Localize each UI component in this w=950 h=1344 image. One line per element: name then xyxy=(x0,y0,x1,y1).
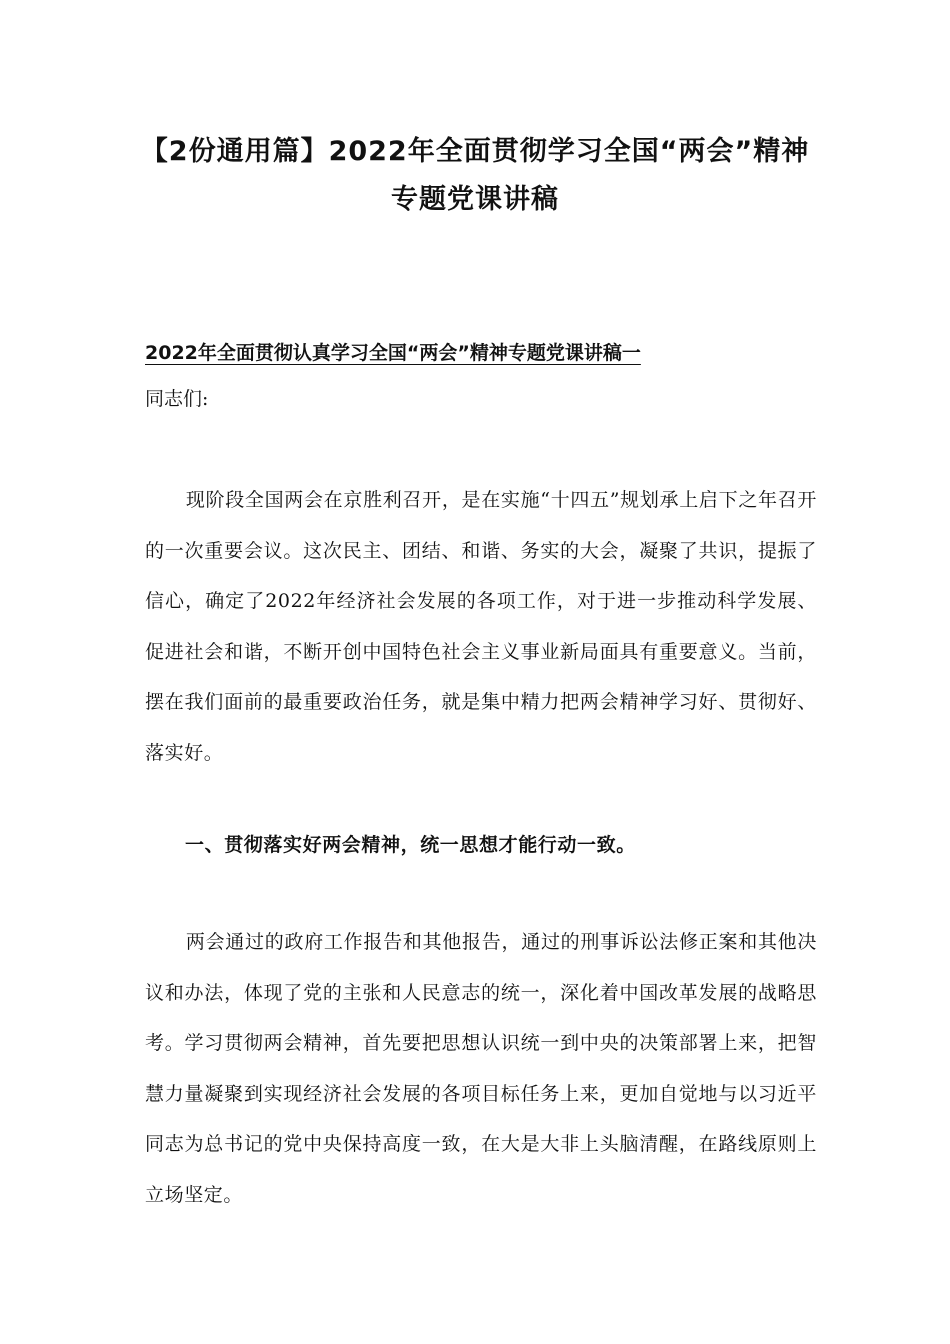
document-title: 【2份通用篇】2022年全面贯彻学习全国“两会”精神专题党课讲稿 xyxy=(140,136,810,215)
section-heading-1: 一、贯彻落实好两会精神，统一思想才能行动一致。 xyxy=(185,834,636,856)
paragraph-1: 现阶段全国两会在京胜利召开，是在实施“十四五”规划承上启下之年召开的一次重要会议。这次民主、团结、和谐、务实的大会，凝聚了共识，提振了信心，确定了2022年经济社会发展的各项工作，对于进一步推动科学发展、促进社会和谐，不断开创中国特色社会主义事业新局面具有重要意义。当前，摆在我们面前的最重要政治任务，就是集中精力把两会精神学习好、贯彻好、落实好。 xyxy=(145,489,817,764)
greeting: 同志们: xyxy=(145,388,209,410)
section-subtitle: 2022年全面贯彻认真学习全国“两会”精神专题党课讲稿一 xyxy=(145,342,641,364)
paragraph-2: 两会通过的政府工作报告和其他报告，通过的刑事诉讼法修正案和其他决议和办法，体现了党的主张和人民意志的统一，深化着中国改革发展的战略思考。学习贯彻两会精神，首先要把思想认识统一到中央的决策部署上来，把智慧力量凝聚到实现经济社会发展的各项目标任务上来，更加自觉地与以习近平同志为总书记的党中央保持高度一致，在大是大非上头脑清醒，在路线原则上立场坚定。 xyxy=(145,931,817,1206)
